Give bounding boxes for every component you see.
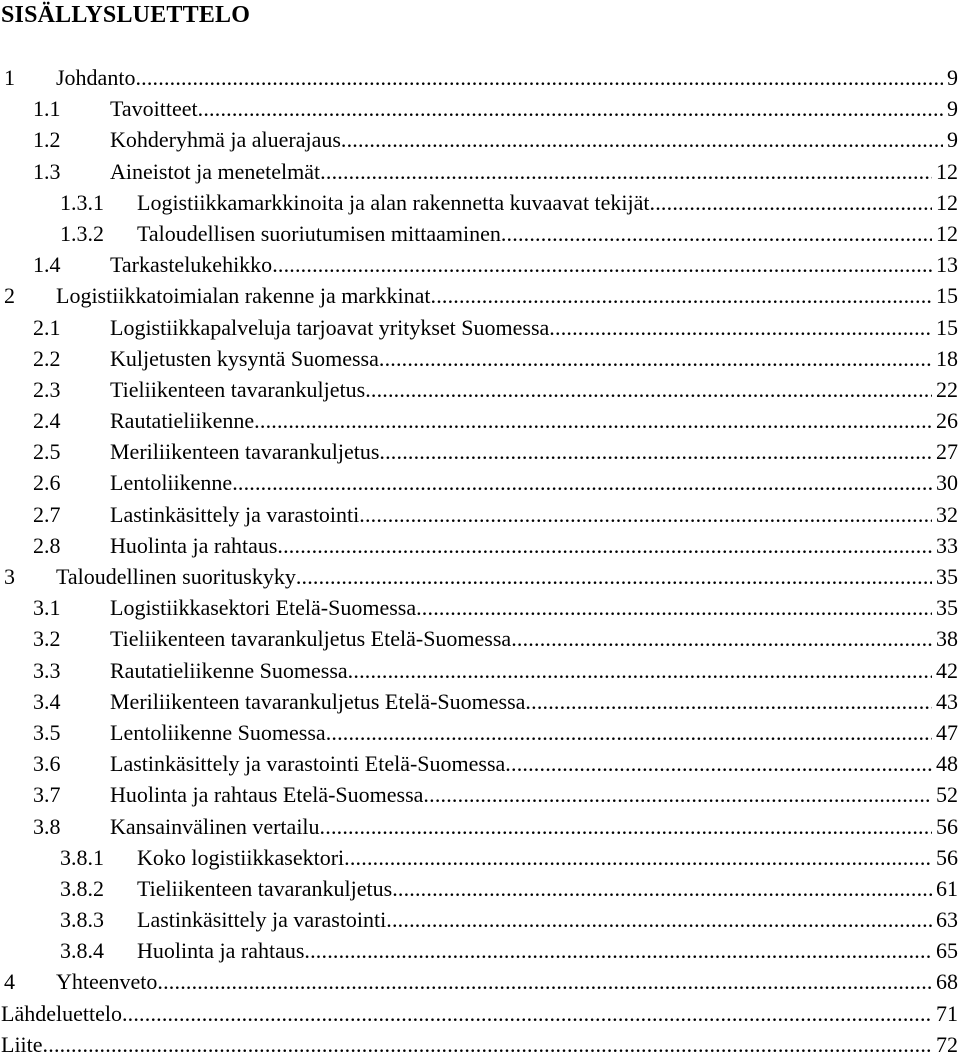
toc-entry-page: 18 xyxy=(936,345,958,371)
toc-entry-number: 2 xyxy=(4,283,15,309)
toc-dot-leader xyxy=(379,343,932,374)
toc-entry-number: 3.8.4 xyxy=(60,938,104,964)
toc-entry-page: 38 xyxy=(936,626,958,652)
toc-entry-page: 12 xyxy=(936,220,958,246)
toc-entry-page: 13 xyxy=(936,252,958,278)
toc-entry-number: 3.6 xyxy=(33,751,61,777)
toc-entry-number: 1.3.1 xyxy=(60,189,104,215)
toc-entry[interactable] xyxy=(0,249,958,280)
toc-entry-number: 2.1 xyxy=(33,314,61,340)
toc-dot-leader xyxy=(650,187,932,218)
toc-entry-label: Logistiikkamarkkinoita ja alan rakennetta kuvaavat tekijät xyxy=(137,189,650,215)
toc-entry-label: Meriliikenteen tavarankuljetus xyxy=(110,439,380,465)
toc-entry-number: 1.3.2 xyxy=(60,220,104,246)
toc-entry[interactable] xyxy=(0,405,958,436)
toc-entry-label: Logistiikkatoimialan rakenne ja markkinat xyxy=(56,283,431,309)
table-of-contents xyxy=(0,62,958,1060)
toc-entry-number: 2.4 xyxy=(33,408,61,434)
toc-entry[interactable] xyxy=(0,218,958,249)
toc-dot-leader xyxy=(392,873,932,904)
toc-entry-label: Tavoitteet xyxy=(110,96,198,122)
toc-dot-leader xyxy=(549,312,932,343)
toc-entry-page: 9 xyxy=(947,65,958,90)
toc-entry[interactable] xyxy=(0,686,958,717)
toc-entry-number: 4 xyxy=(4,969,15,995)
toc-entry-page: 15 xyxy=(936,283,958,309)
toc-entry-label: Lastinkäsittely ja varastointi Etelä-Suomessa xyxy=(110,751,506,777)
toc-entry-label: Yhteenveto xyxy=(56,969,158,995)
toc-entry-number: 3.1 xyxy=(33,595,61,621)
toc-entry-page: 56 xyxy=(936,813,958,839)
toc-entry-label: Lentoliikenne xyxy=(110,470,233,496)
toc-entry-number: 3.8.2 xyxy=(60,875,104,901)
toc-entry-number: 1.4 xyxy=(33,252,61,278)
toc-entry[interactable] xyxy=(0,717,958,748)
toc-entry-page: 43 xyxy=(936,688,958,714)
toc-entry[interactable] xyxy=(0,998,958,1029)
toc-entry-number: 1.1 xyxy=(33,96,61,122)
toc-entry-page: 71 xyxy=(936,1000,958,1026)
toc-entry-page: 52 xyxy=(936,782,958,808)
toc-dot-leader xyxy=(341,124,943,155)
toc-entry[interactable] xyxy=(0,343,958,374)
toc-entry-label: Kuljetusten kysyntä Suomessa xyxy=(110,345,379,371)
toc-entry-number: 2.6 xyxy=(33,470,61,496)
toc-entry-number: 1.2 xyxy=(33,127,61,153)
toc-entry-label: Rautatieliikenne xyxy=(110,408,255,434)
toc-entry-number: 2.7 xyxy=(33,501,61,527)
toc-dot-leader xyxy=(320,156,932,187)
toc-entry-label: Logistiikkasektori Etelä-Suomessa xyxy=(110,595,417,621)
toc-dot-leader xyxy=(232,467,932,498)
toc-entry-label: Tieliikenteen tavarankuljetus xyxy=(137,875,393,901)
toc-entry-label: Taloudellisen suoriutumisen mittaaminen xyxy=(137,220,501,246)
toc-entry-page: 47 xyxy=(936,719,958,745)
toc-entry[interactable] xyxy=(0,124,958,155)
toc-dot-leader xyxy=(254,405,932,436)
toc-dot-leader xyxy=(348,655,932,686)
toc-entry-label: Huolinta ja rahtaus Etelä-Suomessa xyxy=(110,782,424,808)
toc-entry[interactable] xyxy=(0,873,958,904)
toc-entry[interactable] xyxy=(0,779,958,810)
toc-entry-page: 30 xyxy=(936,470,958,496)
toc-dot-leader xyxy=(416,592,932,623)
toc-entry[interactable] xyxy=(0,811,958,842)
toc-entry-number: 3 xyxy=(4,564,15,589)
toc-entry[interactable] xyxy=(0,467,958,498)
toc-dot-leader xyxy=(525,686,932,717)
toc-dot-leader xyxy=(198,93,943,124)
toc-entry[interactable] xyxy=(0,374,958,405)
toc-dot-leader xyxy=(135,62,943,93)
toc-entry-number: 3.5 xyxy=(33,719,61,745)
toc-dot-leader xyxy=(431,280,933,311)
toc-entry-label: Tieliikenteen tavarankuljetus xyxy=(110,376,366,402)
toc-dot-leader xyxy=(379,436,932,467)
toc-entry[interactable] xyxy=(0,499,958,530)
toc-entry[interactable] xyxy=(0,280,958,311)
toc-entry[interactable] xyxy=(0,623,958,654)
toc-entry-label: Huolinta ja rahtaus xyxy=(110,532,278,558)
toc-entry-number: 3.8 xyxy=(33,813,61,839)
toc-entry-page: 9 xyxy=(947,96,958,122)
toc-entry[interactable] xyxy=(0,592,958,623)
toc-entry-label: Kansainvälinen vertailu xyxy=(110,813,320,839)
toc-entry-page: 61 xyxy=(936,875,958,901)
toc-entry-page: 33 xyxy=(936,532,958,558)
toc-entry-page: 9 xyxy=(947,127,958,153)
toc-entry-number: 3.4 xyxy=(33,688,61,714)
toc-entry-number: 3.8.1 xyxy=(60,844,104,870)
toc-entry-label: Johdanto xyxy=(56,65,136,90)
toc-entry[interactable] xyxy=(0,561,958,592)
toc-entry-number: 3.8.3 xyxy=(60,907,104,933)
toc-entry-page: 42 xyxy=(936,657,958,683)
toc-entry-page: 12 xyxy=(936,158,958,184)
toc-dot-leader xyxy=(296,561,932,592)
toc-dot-leader xyxy=(43,1029,932,1060)
toc-entry-number: 2.3 xyxy=(33,376,61,402)
toc-dot-leader xyxy=(344,842,932,873)
toc-entry[interactable] xyxy=(0,436,958,467)
toc-entry-label: Lastinkäsittely ja varastointi xyxy=(110,501,360,527)
toc-entry-label: Taloudellinen suorituskyky xyxy=(56,564,296,589)
toc-entry-page: 15 xyxy=(936,314,958,340)
page-title: SISÄLLYSLUETTELO xyxy=(1,2,251,28)
toc-dot-leader xyxy=(326,717,932,748)
toc-entry[interactable] xyxy=(0,966,958,997)
toc-entry-page: 72 xyxy=(936,1031,958,1057)
toc-entry[interactable] xyxy=(0,842,958,873)
toc-entry-page: 27 xyxy=(936,439,958,465)
toc-entry[interactable] xyxy=(0,655,958,686)
toc-dot-leader xyxy=(157,966,932,997)
toc-entry-label: Rautatieliikenne Suomessa xyxy=(110,657,348,683)
toc-entry-page: 68 xyxy=(936,969,958,995)
toc-entry-page: 56 xyxy=(936,844,958,870)
toc-entry[interactable] xyxy=(0,187,958,218)
toc-entry-label: Logistiikkapalveluja tarjoavat yritykset Suomessa xyxy=(110,314,550,340)
toc-entry-number: 3.2 xyxy=(33,626,61,652)
toc-dot-leader xyxy=(359,499,932,530)
toc-entry-label: Tarkastelukehikko xyxy=(110,252,273,278)
toc-entry-label: Lentoliikenne Suomessa xyxy=(110,719,326,745)
toc-entry-label: Huolinta ja rahtaus xyxy=(137,938,305,964)
toc-entry[interactable] xyxy=(0,312,958,343)
toc-entry-page: 22 xyxy=(936,376,958,402)
toc-entry-page: 26 xyxy=(936,408,958,434)
toc-entry[interactable] xyxy=(0,156,958,187)
toc-dot-leader xyxy=(122,998,932,1029)
toc-entry-page: 32 xyxy=(936,501,958,527)
toc-entry-number: 3.7 xyxy=(33,782,61,808)
toc-entry-label: Lastinkäsittely ja varastointi xyxy=(137,907,387,933)
toc-dot-leader xyxy=(277,530,932,561)
toc-dot-leader xyxy=(272,249,932,280)
toc-entry-number: 2.2 xyxy=(33,345,61,371)
toc-entry-label: Tieliikenteen tavarankuljetus Etelä-Suomessa xyxy=(110,626,512,652)
toc-entry-number: 2.8 xyxy=(33,532,61,558)
toc-entry[interactable] xyxy=(0,93,958,124)
toc-dot-leader xyxy=(423,779,932,810)
toc-dot-leader xyxy=(304,935,932,966)
toc-entry-number: 1.3 xyxy=(33,158,61,184)
toc-entry-page: 48 xyxy=(936,751,958,777)
toc-entry-page: 35 xyxy=(936,564,958,589)
toc-dot-leader xyxy=(505,748,932,779)
toc-entry[interactable] xyxy=(0,935,958,966)
toc-entry[interactable] xyxy=(0,1029,958,1060)
toc-entry[interactable] xyxy=(0,530,958,561)
toc-entry-label: Koko logistiikkasektori xyxy=(137,844,345,870)
toc-entry[interactable] xyxy=(0,62,958,93)
toc-entry-label: Liite xyxy=(1,1031,43,1057)
toc-dot-leader xyxy=(511,623,932,654)
toc-entry[interactable] xyxy=(0,904,958,935)
toc-entry-page: 63 xyxy=(936,907,958,933)
toc-dot-leader xyxy=(501,218,932,249)
toc-dot-leader xyxy=(365,374,932,405)
toc-entry-page: 12 xyxy=(936,189,958,215)
toc-entry-number: 2.5 xyxy=(33,439,61,465)
toc-entry-label: Kohderyhmä ja aluerajaus xyxy=(110,127,341,153)
toc-dot-leader xyxy=(386,904,932,935)
toc-entry-label: Lähdeluettelo xyxy=(1,1000,122,1026)
toc-entry-number: 3.3 xyxy=(33,657,61,683)
toc-entry-page: 65 xyxy=(936,938,958,964)
toc-entry-label: Meriliikenteen tavarankuljetus Etelä-Suomessa xyxy=(110,688,526,714)
toc-entry[interactable] xyxy=(0,748,958,779)
toc-entry-page: 35 xyxy=(936,595,958,621)
toc-dot-leader xyxy=(320,811,932,842)
toc-entry-label: Aineistot ja menetelmät xyxy=(110,158,321,184)
toc-entry-number: 1 xyxy=(4,65,15,90)
